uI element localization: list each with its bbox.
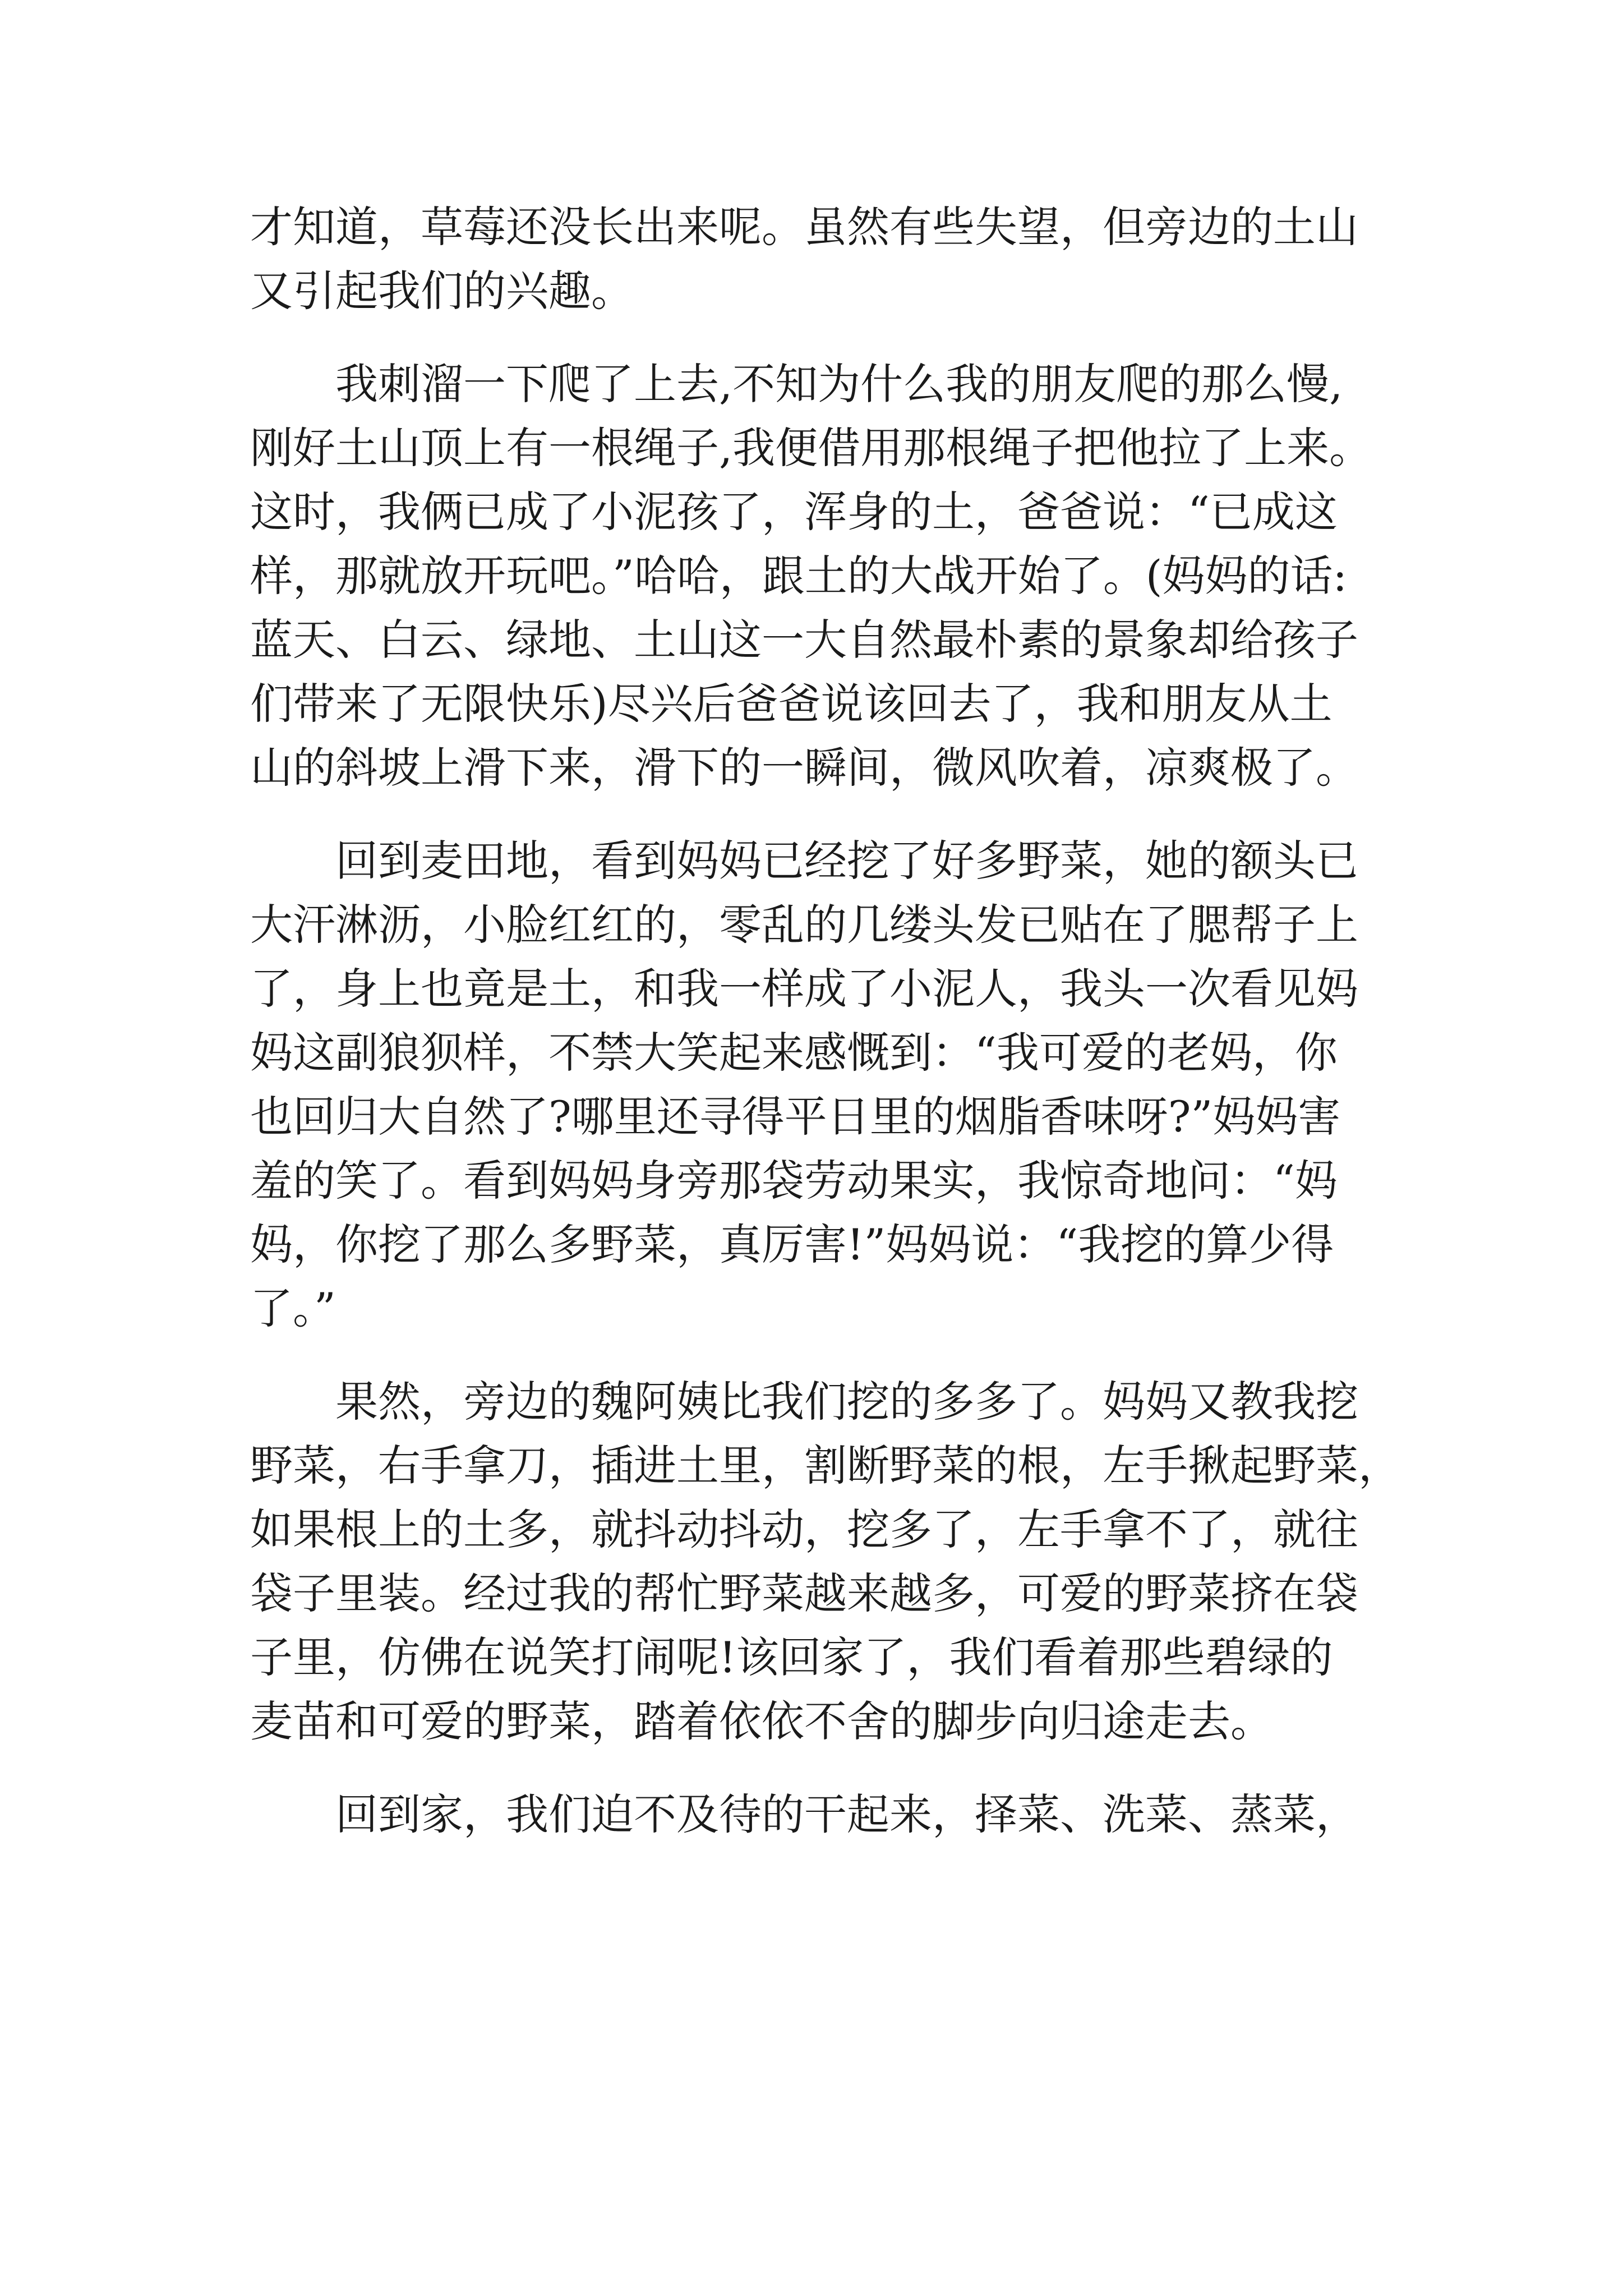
text-line: 回到家，我们迫不及待的干起来，择菜、洗菜、蒸菜，	[335, 1789, 1358, 1839]
text-line: 袋子里装。经过我的帮忙野菜越来越多，可爱的野菜挤在袋	[250, 1568, 1358, 1618]
document-body	[250, 195, 1401, 1847]
text-line: 我刺溜一下爬了上去,不知为什么我的朋友爬的那么慢,	[335, 359, 1343, 409]
text-line: 麦苗和可爱的野菜，踏着依依不舍的脚步向归途走去。	[250, 1696, 1273, 1746]
text-line: 妈，你挖了那么多野菜，真厉害!”妈妈说：“我挖的算少得	[250, 1220, 1334, 1269]
text-line: 子里，仿佛在说笑打闹呢!该回家了，我们看着那些碧绿的	[250, 1632, 1333, 1682]
text-line: 也回归大自然了?哪里还寻得平日里的烟脂香味呀?”妈妈害	[250, 1092, 1341, 1142]
text-line: 大汗淋沥，小脸红红的，零乱的几缕头发已贴在了腮帮子上	[250, 900, 1358, 950]
text-line: 山的斜坡上滑下来，滑下的一瞬间，微风吹着，凉爽极了。	[250, 743, 1358, 793]
paragraph-5	[250, 1783, 1372, 1847]
paragraph-4	[250, 1370, 1401, 1754]
text-line: 羞的笑了。看到妈妈身旁那袋劳动果实，我惊奇地问：“妈	[250, 1156, 1338, 1205]
text-line: 刚好土山顶上有一根绳子,我便借用那根绳子把他拉了上来。	[250, 423, 1372, 473]
text-line: 野菜，右手拿刀，插进土里，割断野菜的根，左手揪起野菜，	[250, 1441, 1401, 1490]
text-line: 了。”	[250, 1283, 336, 1333]
text-line: 才知道，草莓还没长出来呢。虽然有些失望，但旁边的土山	[250, 202, 1358, 252]
text-line: 妈这副狼狈样，不禁大笑起来感慨到：“我可爱的老妈，你	[250, 1028, 1338, 1078]
text-line: 蓝天、白云、绿地、土山这一大自然最朴素的景象却给孩子	[250, 615, 1358, 665]
text-line: 们带来了无限快乐)尽兴后爸爸说该回去了，我和朋友从土	[250, 679, 1332, 729]
paragraph-2	[250, 352, 1372, 800]
paragraph-3	[250, 829, 1372, 1341]
text-line: 回到麦田地，看到妈妈已经挖了好多野菜，她的额头已	[335, 836, 1358, 886]
text-line: 又引起我们的兴趣。	[250, 266, 634, 316]
text-line: 如果根上的土多，就抖动抖动，挖多了，左手拿不了，就往	[250, 1504, 1358, 1554]
text-line: 了，身上也竟是土，和我一样成了小泥人，我头一次看见妈	[250, 964, 1358, 1014]
paragraph-1	[250, 195, 1372, 323]
text-line: 果然，旁边的魏阿姨比我们挖的多多了。妈妈又教我挖	[335, 1377, 1358, 1427]
text-line: 样，那就放开玩吧。”哈哈，跟土的大战开始了。(妈妈的话:	[250, 551, 1348, 601]
text-line: 这时，我俩已成了小泥孩了，浑身的土，爸爸说：“已成这	[250, 487, 1338, 537]
